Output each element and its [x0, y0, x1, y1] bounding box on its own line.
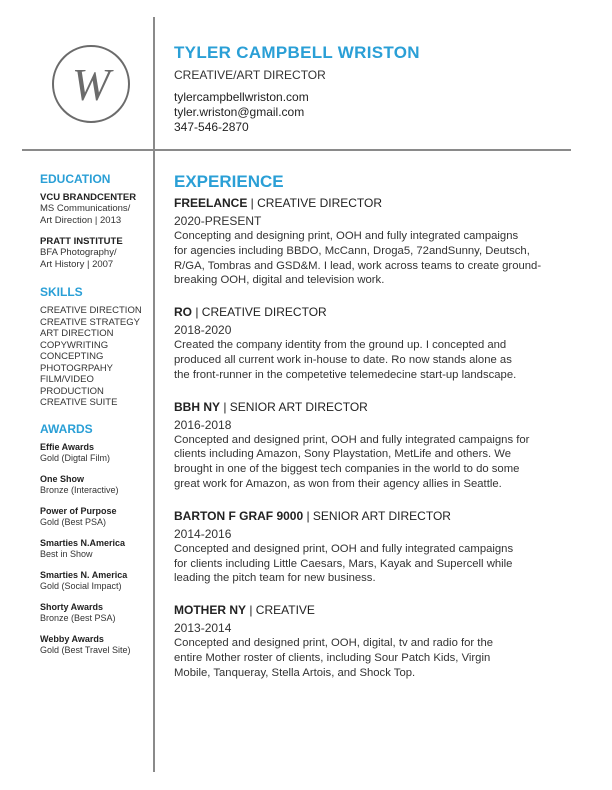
award-name: Smarties N. America — [40, 569, 128, 580]
experience-heading: EXPERIENCE — [174, 172, 284, 191]
skill-item: CREATIVE DIRECTION — [40, 305, 142, 316]
description-line: breaking OOH, digital and television work. — [174, 274, 385, 287]
job-dates: 2013-2014 — [174, 621, 232, 636]
description-line: Concepted and designed print, OOH, digital, tv and radio for the — [174, 637, 494, 650]
job-entry — [174, 196, 574, 288]
award-detail: Gold (Social Impact) — [40, 580, 122, 591]
job-title — [174, 196, 574, 210]
job-entry — [174, 305, 574, 382]
award-name: Webby Awards — [40, 633, 104, 644]
description-line: Concepted and designed print, OOH and fully integrated campaigns — [174, 542, 514, 555]
degree-line: Art History | 2007 — [40, 258, 114, 270]
candidate-role: CREATIVE/ART DIRECTOR — [174, 68, 326, 82]
website-link[interactable]: tylercampbellwriston.com — [174, 90, 309, 104]
job-description — [174, 433, 574, 492]
contact-info — [174, 90, 594, 135]
award-entry — [40, 570, 152, 592]
job-entry — [174, 509, 574, 586]
job-title — [174, 400, 574, 414]
award-name: Effie Awards — [40, 441, 95, 452]
monogram-logo — [51, 44, 131, 124]
school-name: PRATT INSTITUTE — [40, 236, 123, 247]
description-line: Mobile, Tanqueray, Stella Artois, and Shock Top. — [174, 666, 416, 679]
skill-item: PRODUCTION — [40, 385, 104, 397]
skill-item: COPYWRITING — [40, 339, 109, 351]
job-dates: 2014-2016 — [174, 526, 232, 541]
award-name: Smarties N.America — [40, 537, 126, 548]
job-description — [174, 229, 574, 288]
degree-line: MS Communications/ — [40, 203, 131, 214]
position-title: | SENIOR ART DIRECTOR — [220, 399, 368, 414]
job-description — [174, 338, 574, 382]
award-entry — [40, 442, 152, 464]
company-name: MOTHER NY — [174, 603, 246, 618]
experience-section — [174, 172, 574, 681]
skill-item: CREATIVE STRATEGY — [40, 316, 140, 328]
description-line: for clients including Little Caesars, Mars, Kayak and Supercell while — [174, 557, 513, 570]
description-line: clients including Amazon, Sony Playstation, MetLife and others. We — [174, 448, 511, 461]
award-detail: Gold (Digtal Film) — [40, 452, 111, 463]
award-name: Shorty Awards — [40, 601, 104, 612]
header — [174, 43, 594, 135]
education-entry — [40, 236, 152, 270]
job-title — [174, 305, 574, 319]
job-title — [174, 509, 574, 523]
description-line: leading the pitch team for new business. — [174, 572, 376, 585]
description-line: Created the company identity from the ground up. I concepted and — [174, 339, 507, 352]
award-name: One Show — [40, 473, 85, 484]
degree-line: Art Direction | 2013 — [40, 214, 122, 226]
award-detail: Gold (Best PSA) — [40, 516, 107, 527]
job-dates: 2020-PRESENT — [174, 214, 262, 228]
email-link[interactable]: tyler.wriston@gmail.com — [174, 105, 305, 119]
position-title: | CREATIVE DIRECTOR — [247, 196, 383, 210]
position-title: | SENIOR ART DIRECTOR — [303, 508, 451, 523]
logo-letter: W — [71, 59, 111, 110]
skill-item: ART DIRECTION — [40, 328, 114, 339]
company-name: FREELANCE — [174, 196, 248, 210]
description-line: for agencies including BBDO, McCann, Droga5, 72andSunny, Deutsch, — [174, 244, 530, 257]
horizontal-divider — [22, 149, 571, 151]
job-dates: 2018-2020 — [174, 323, 232, 338]
skill-item: CREATIVE SUITE — [40, 397, 118, 408]
award-detail: Bronze (Interactive) — [40, 484, 119, 495]
school-name: VCU BRANDCENTER — [40, 192, 137, 203]
vertical-divider — [153, 17, 155, 772]
degree-line: BFA Photography/ — [40, 247, 117, 258]
skill-item: PHOTOGRPAHY — [40, 362, 114, 374]
skill-item: FILM/VIDEO — [40, 374, 94, 385]
award-entry — [40, 474, 152, 496]
award-detail: Bronze (Best PSA) — [40, 612, 116, 623]
job-entry — [174, 400, 574, 492]
description-line: Concepting and designing print, OOH and fully integrated campaigns — [174, 230, 519, 242]
award-entry — [40, 602, 152, 624]
company-name: BBH NY — [174, 399, 221, 414]
description-line: R/GA, Tombras and GSD&M. I lead, work across teams to create ground- — [174, 259, 542, 272]
award-detail: Gold (Best Travel Site) — [40, 644, 131, 655]
description-line: produced all current work in-house to date. Ro now stands alone as — [174, 353, 512, 366]
award-entry — [40, 634, 152, 656]
job-dates: 2016-2018 — [174, 417, 232, 432]
awards-heading: AWARDS — [40, 421, 93, 436]
candidate-name: TYLER CAMPBELL WRISTON — [174, 43, 420, 62]
phone-number: 347-546-2870 — [174, 120, 249, 134]
job-description — [174, 636, 574, 680]
award-entry — [40, 538, 152, 560]
skill-item: CONCEPTING — [40, 351, 104, 362]
company-name: BARTON F GRAF 9000 — [174, 508, 304, 523]
position-title: | CREATIVE — [246, 603, 315, 618]
award-entry — [40, 506, 152, 528]
description-line: Concepted and designed print, OOH and fully integrated campaigns for — [174, 433, 530, 446]
sidebar — [40, 172, 152, 656]
job-description — [174, 542, 574, 586]
description-line: entire Mother roster of clients, including Sour Patch Kids, Virgin — [174, 651, 491, 664]
position-title: | CREATIVE DIRECTOR — [192, 305, 327, 320]
award-name: Power of Purpose — [40, 505, 117, 516]
company-name: RO — [174, 305, 192, 320]
description-line: brought in one of the biggest tech companies in the world to do some — [174, 463, 520, 476]
skills-heading: SKILLS — [40, 285, 83, 299]
award-detail: Best in Show — [40, 548, 93, 559]
skills-list — [40, 305, 152, 409]
job-entry — [174, 603, 574, 680]
description-line: the front-runner in the competetive telemedecine start-up landscape. — [174, 368, 517, 381]
description-line: great work for Amazon, as won from their agency allies in Seattle. — [174, 477, 502, 490]
education-heading: EDUCATION — [40, 172, 111, 186]
job-title — [174, 603, 574, 617]
education-entry — [40, 192, 152, 226]
